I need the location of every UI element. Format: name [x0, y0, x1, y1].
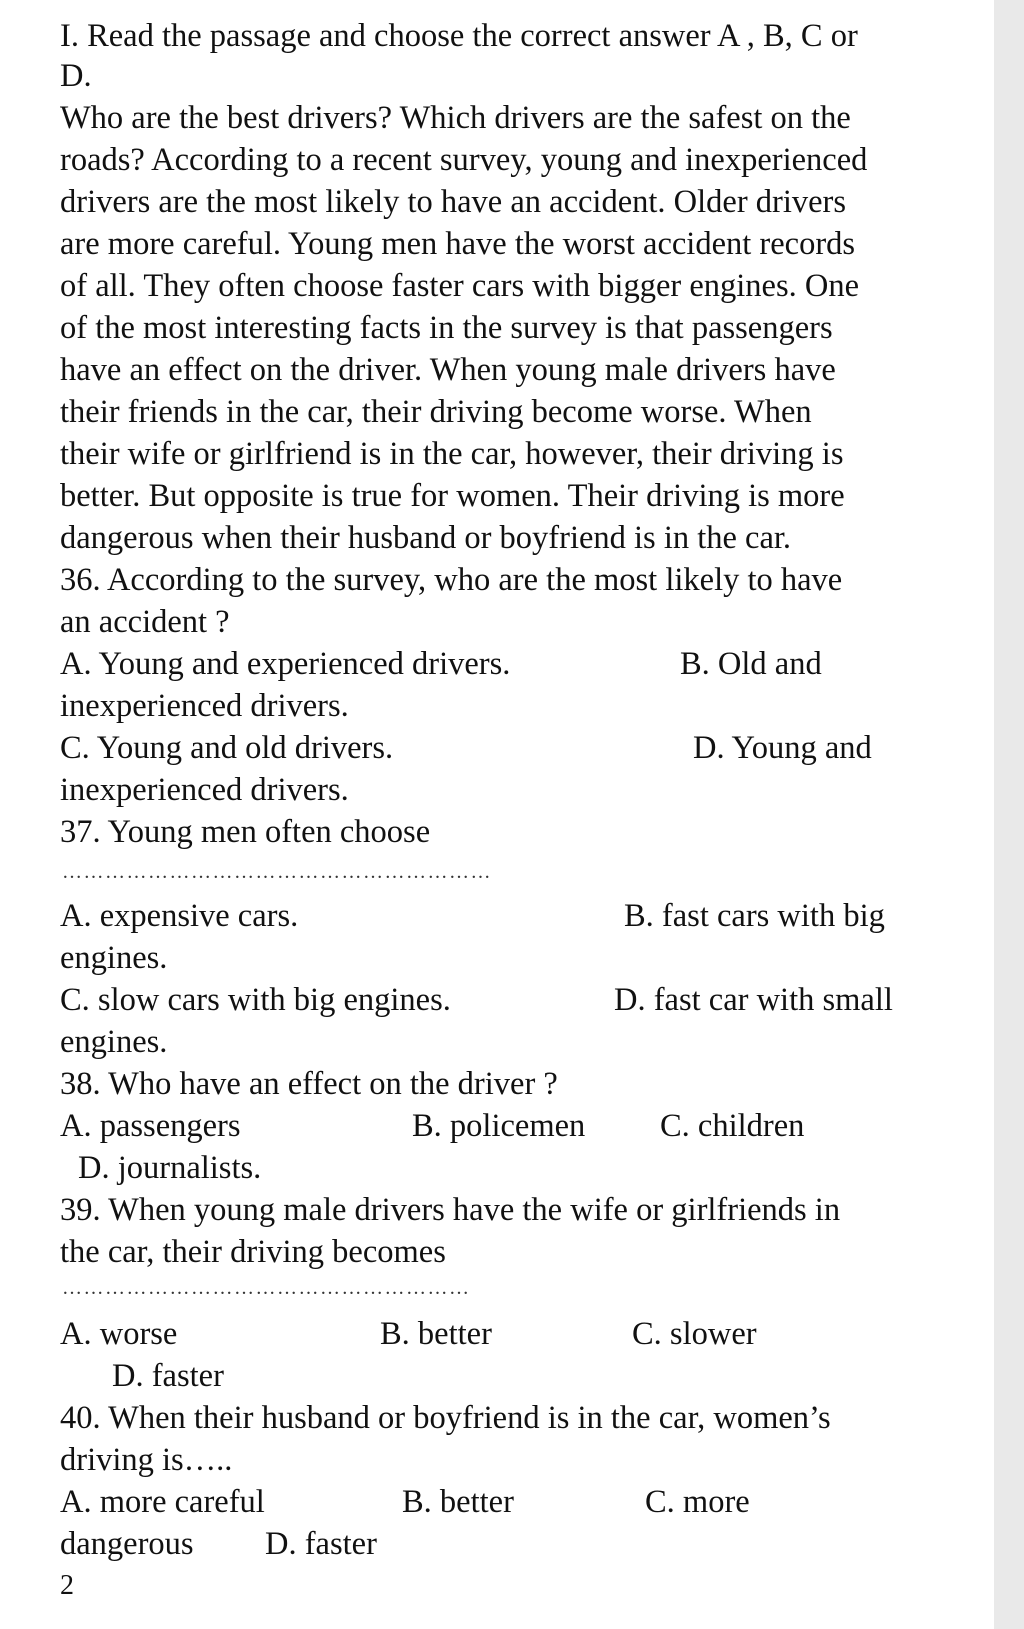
q36-stem-cont: an accident ? — [60, 604, 230, 640]
q36-option-a: A. Young and experienced drivers. — [60, 646, 511, 682]
q39-option-a: A. worse — [60, 1316, 178, 1352]
q36-option-c: C. Young and old drivers. — [60, 730, 394, 766]
instruction-line-2: D. — [60, 58, 92, 94]
q36-option-d-cont: inexperienced drivers. — [60, 772, 349, 808]
passage-line: their wife or girlfriend is in the car, however, their driving is — [60, 436, 844, 472]
q37-stem: 37. Young men often choose — [60, 814, 431, 850]
instruction-line-1: I. Read the passage and choose the correct answer A , B, C or — [60, 18, 858, 54]
q37-option-a: A. expensive cars. — [60, 898, 299, 934]
page-number: 2 — [60, 1570, 74, 1601]
q38-stem: 38. Who have an effect on the driver ? — [60, 1066, 558, 1102]
q37-option-d-cont: engines. — [60, 1024, 168, 1060]
q40-option-a: A. more careful — [60, 1484, 265, 1520]
q36-stem: 36. According to the survey, who are the most likely to have — [60, 562, 843, 598]
q40-stem-cont: driving is….. — [60, 1442, 233, 1478]
passage-line: of all. They often choose faster cars with bigger engines. One — [60, 268, 859, 304]
passage-line: are more careful. Young men have the worst accident records — [60, 226, 856, 262]
q36-option-b: B. Old and — [680, 646, 822, 682]
q36-option-d: D. Young and — [693, 730, 872, 766]
q40-option-d: D. faster — [265, 1526, 377, 1562]
q39-stem-cont: the car, their driving becomes — [60, 1234, 446, 1270]
passage-line: better. But opposite is true for women. Their driving is more — [60, 478, 845, 514]
q37-option-c: C. slow cars with big engines. — [60, 982, 451, 1018]
q40-option-b: B. better — [402, 1484, 514, 1520]
q37-option-d: D. fast car with small — [614, 982, 893, 1018]
passage-line: drivers are the most likely to have an accident. Older drivers — [60, 184, 847, 220]
q37-option-b-cont: engines. — [60, 940, 168, 976]
passage-line: roads? According to a recent survey, young and inexperienced — [60, 142, 868, 178]
q38-option-a: A. passengers — [60, 1108, 241, 1144]
passage-line: their friends in the car, their driving become worse. When — [60, 394, 812, 430]
q40-option-c: C. more — [645, 1484, 750, 1520]
q37-option-b: B. fast cars with big — [624, 898, 885, 934]
q39-option-b: B. better — [380, 1316, 492, 1352]
page-edge-shadow — [994, 0, 1024, 1629]
q37-answer-blank: …………………………………………………… — [62, 862, 492, 882]
q39-stem: 39. When young male drivers have the wife or girlfriends in — [60, 1192, 841, 1228]
q39-option-c: C. slower — [632, 1316, 757, 1352]
q38-option-d: D. journalists. — [78, 1150, 262, 1186]
q36-option-b-cont: inexperienced drivers. — [60, 688, 349, 724]
q38-option-b: B. policemen — [412, 1108, 586, 1144]
passage-line: have an effect on the driver. When young male drivers have — [60, 352, 836, 388]
passage-line: Who are the best drivers? Which drivers are the safest on the — [60, 100, 851, 136]
q38-option-c: C. children — [660, 1108, 805, 1144]
q40-stem: 40. When their husband or boyfriend is in the car, women’s — [60, 1400, 831, 1436]
q39-option-d: D. faster — [112, 1358, 224, 1394]
q40-option-c-cont: dangerous — [60, 1526, 194, 1562]
passage-line: of the most interesting facts in the survey is that passengers — [60, 310, 833, 346]
passage-line: dangerous when their husband or boyfriend is in the car. — [60, 520, 792, 556]
q39-answer-blank: ………………………………………………… — [62, 1278, 471, 1298]
